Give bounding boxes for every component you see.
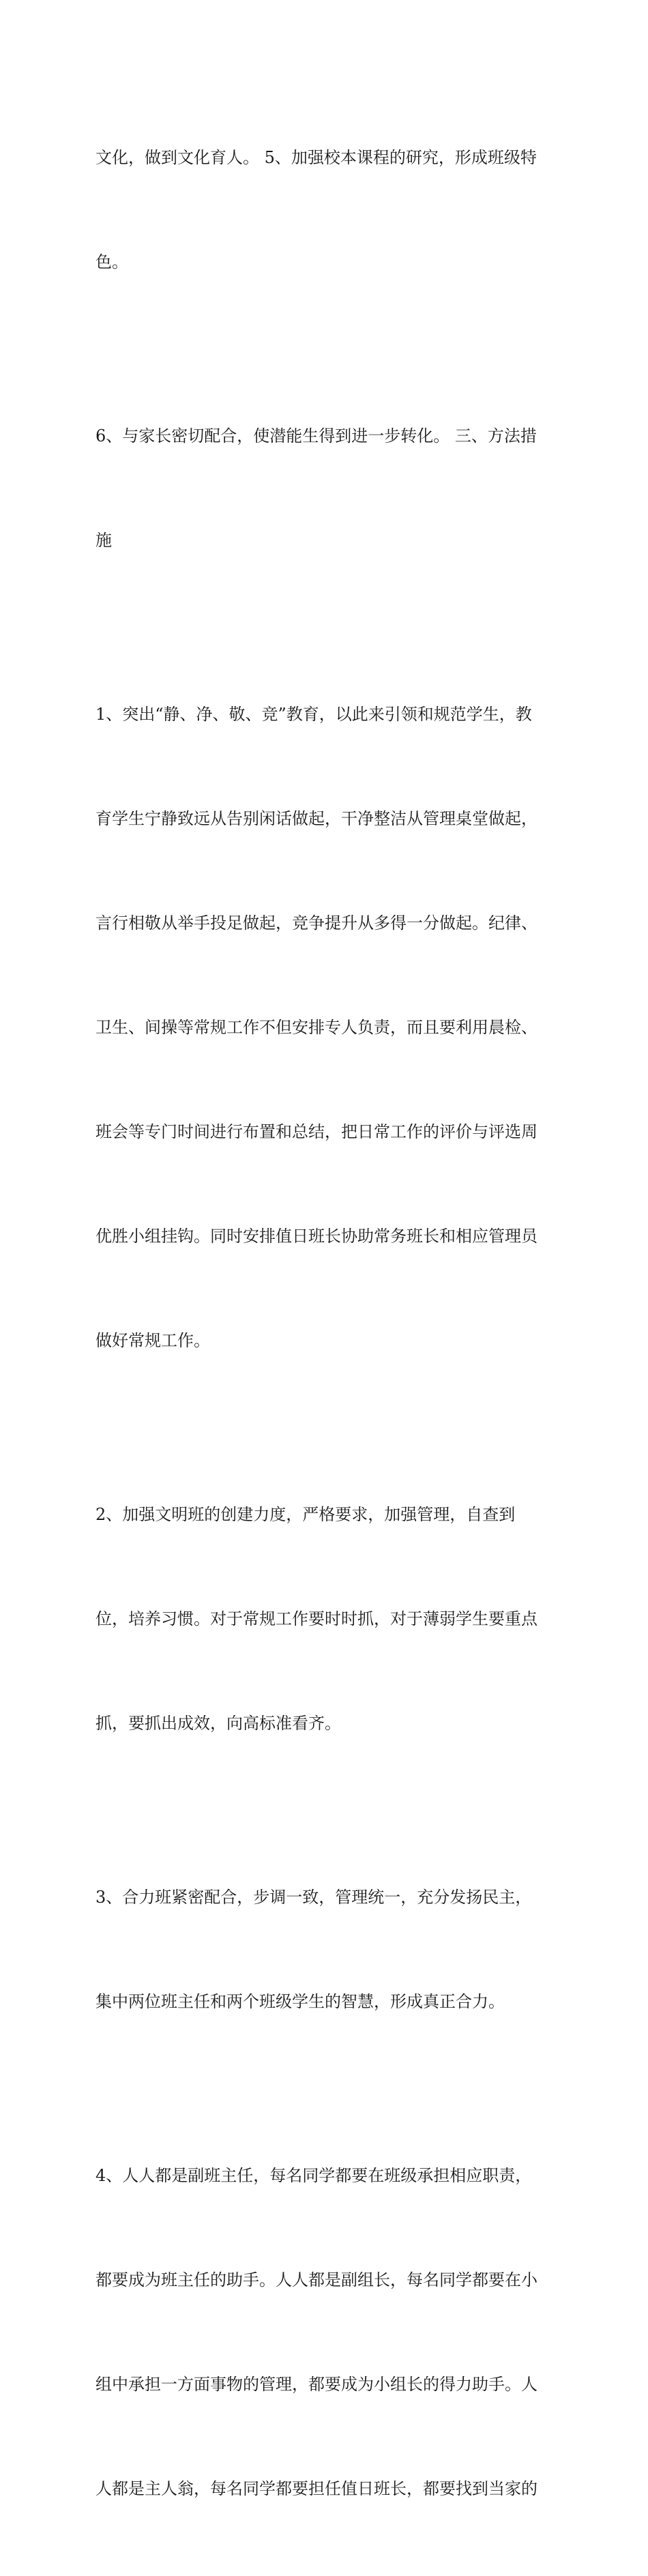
text-line: 4、人人都是副班主任，每名同学都要在班级承担相应职责， xyxy=(95,2166,532,2185)
text-line: 做好常规工作。 xyxy=(95,1331,210,1350)
text-line: 都要成为班主任的助手。人人都是副组长，每名同学都要在小 xyxy=(95,2270,537,2289)
text-line: 位，培养习惯。对于常规工作要时时抓，对于薄弱学生要重点 xyxy=(95,1609,537,1628)
paragraph-method-1 xyxy=(95,628,559,1428)
paragraph-method-4 xyxy=(95,2089,559,2576)
text-line: 卫生、间操等常规工作不但安排专人负责，而且要利用晨检、 xyxy=(95,1018,537,1037)
text-line: 3、合力班紧密配合，步调一致，管理统一，充分发扬民主， xyxy=(95,1888,532,1907)
text-line: 班会等专门时间进行布置和总结，把日常工作的评价与评选周 xyxy=(95,1122,537,1141)
text-line: 育学生宁静致远从告别闲话做起，干净整洁从管理桌堂做起， xyxy=(95,809,537,828)
paragraph-method-3 xyxy=(95,1811,559,2089)
text-line: 集中两位班主任和两个班级学生的智慧，形成真正合力。 xyxy=(95,1992,505,2011)
text-line: 2、加强文明班的创建力度，严格要求，加强管理，自查到 xyxy=(95,1505,516,1524)
text-line: 1、突出“静、净、敬、竞”教育，以此来引领和规范学生，教 xyxy=(95,705,532,724)
text-line: 施 xyxy=(95,531,112,550)
paragraph-culture-curriculum xyxy=(95,71,559,349)
text-line: 抓，要抓出成效，向高标准看齐。 xyxy=(95,1714,341,1733)
text-line: 6、与家长密切配合，使潜能生得到进一步转化。 三、方法措 xyxy=(95,426,537,445)
document-body xyxy=(95,71,559,2576)
paragraph-method-2 xyxy=(95,1428,559,1811)
text-line: 优胜小组挂钩。同时安排值日班长协助常务班长和相应管理员 xyxy=(95,1227,537,1246)
paragraph-parent-cooperation xyxy=(95,349,559,628)
text-line: 文化，做到文化育人。 5、加强校本课程的研究，形成班级特 xyxy=(95,148,537,167)
text-line: 组中承担一方面事物的管理，都要成为小组长的得力助手。人 xyxy=(95,2375,537,2394)
text-line: 色。 xyxy=(95,252,128,272)
text-line: 人都是主人翁，每名同学都要担任值日班长，都要找到当家的 xyxy=(95,2479,537,2498)
text-line: 言行相敬从举手投足做起，竞争提升从多得一分做起。纪律、 xyxy=(95,913,537,933)
